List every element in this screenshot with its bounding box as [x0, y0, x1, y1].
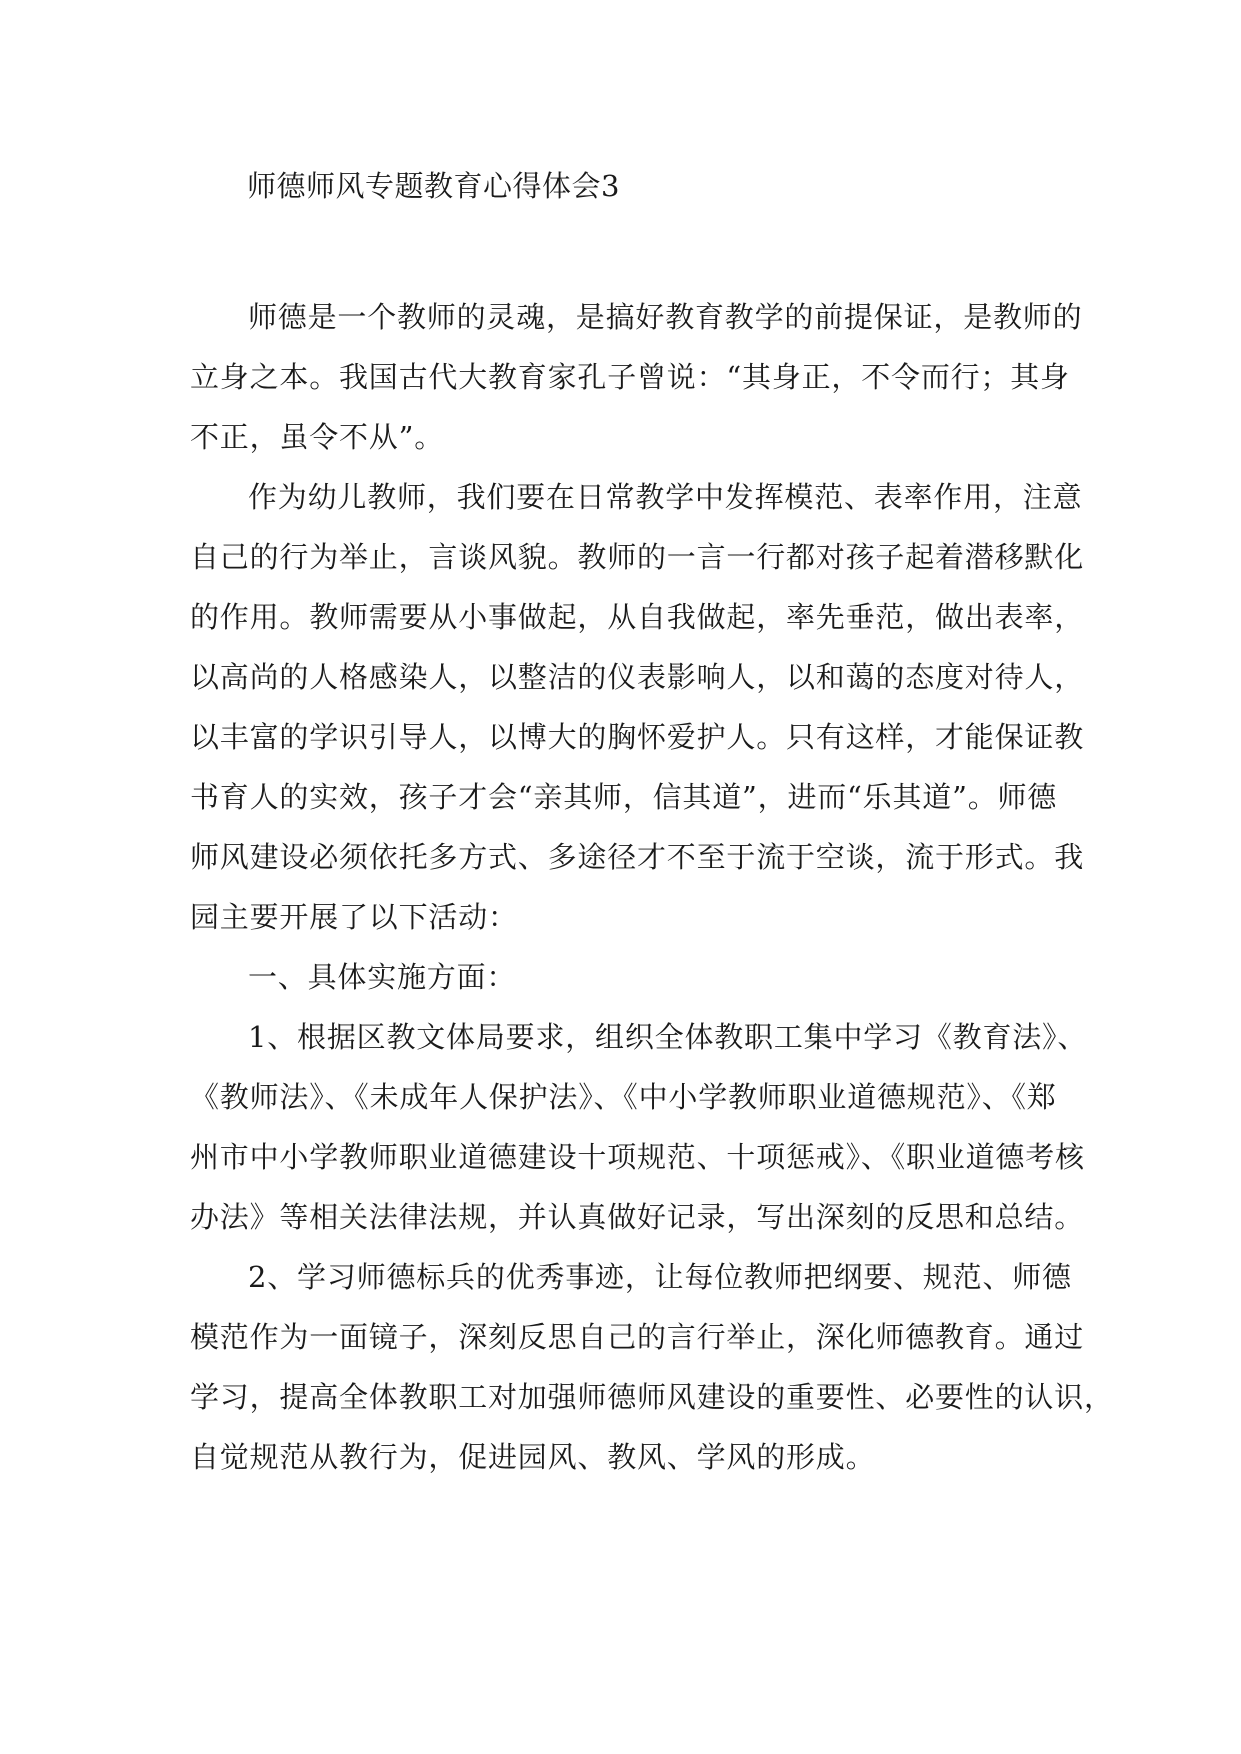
paragraph	[190, 1007, 1088, 1247]
text-line: 州市中小学教师职业道德建设十项规范、十项惩戒》、《职业道德考核	[190, 1140, 1085, 1174]
text-line: 学习，提高全体教职工对加强师德师风建设的重要性、必要性的认识，	[190, 1380, 1114, 1414]
text-line: 师风建设必须依托多方式、多途径才不至于流于空谈，流于形式。我	[190, 840, 1085, 874]
text-line: 《教师法》、《未成年人保护法》、《中小学教师职业道德规范》、《郑	[190, 1080, 1057, 1114]
document-title: 师德师风专题教育心得体会3	[247, 169, 620, 203]
text-line: 办法》等相关法律法规，并认真做好记录，写出深刻的反思和总结。	[190, 1200, 1085, 1234]
paragraph	[190, 287, 1083, 467]
text-line: 作为幼儿教师，我们要在日常教学中发挥模范、表率作用，注意	[248, 480, 1083, 514]
text-line: 以高尚的人格感染人，以整洁的仪表影响人，以和蔼的态度对待人，	[190, 660, 1085, 694]
text-line: 师德是一个教师的灵魂，是搞好教育教学的前提保证，是教师的	[248, 300, 1083, 334]
text-line: 立身之本。我国古代大教育家孔子曾说：“其身正，不令而行；其身	[190, 360, 1070, 394]
text-line: 自觉规范从教行为，促进园风、教风、学风的形成。	[190, 1440, 876, 1474]
text-line: 以丰富的学识引导人，以博大的胸怀爱护人。只有这样，才能保证教	[190, 720, 1085, 754]
section-heading	[190, 947, 1060, 1007]
text-line: 不正，虽令不从”。	[190, 420, 445, 454]
text-line: 2、学习师德标兵的优秀事迹，让每位教师把纲要、规范、师德	[248, 1260, 1072, 1294]
paragraph	[190, 467, 1085, 947]
text-line: 模范作为一面镜子，深刻反思自己的言行举止，深化师德教育。通过	[190, 1320, 1085, 1354]
document-body	[190, 287, 1114, 1487]
paragraph	[190, 1247, 1114, 1487]
text-line: 园主要开展了以下活动：	[190, 900, 518, 934]
text-line: 书育人的实效，孩子才会“亲其师，信其道”，进而“乐其道”。师德	[190, 780, 1058, 814]
text-line: 1、根据区教文体局要求，组织全体教职工集中学习《教育法》、	[248, 1020, 1088, 1054]
text-line: 一、具体实施方面：	[248, 960, 517, 994]
text-line: 自己的行为举止，言谈风貌。教师的一言一行都对孩子起着潜移默化	[190, 540, 1085, 574]
text-line: 的作用。教师需要从小事做起，从自我做起，率先垂范，做出表率，	[190, 600, 1085, 634]
